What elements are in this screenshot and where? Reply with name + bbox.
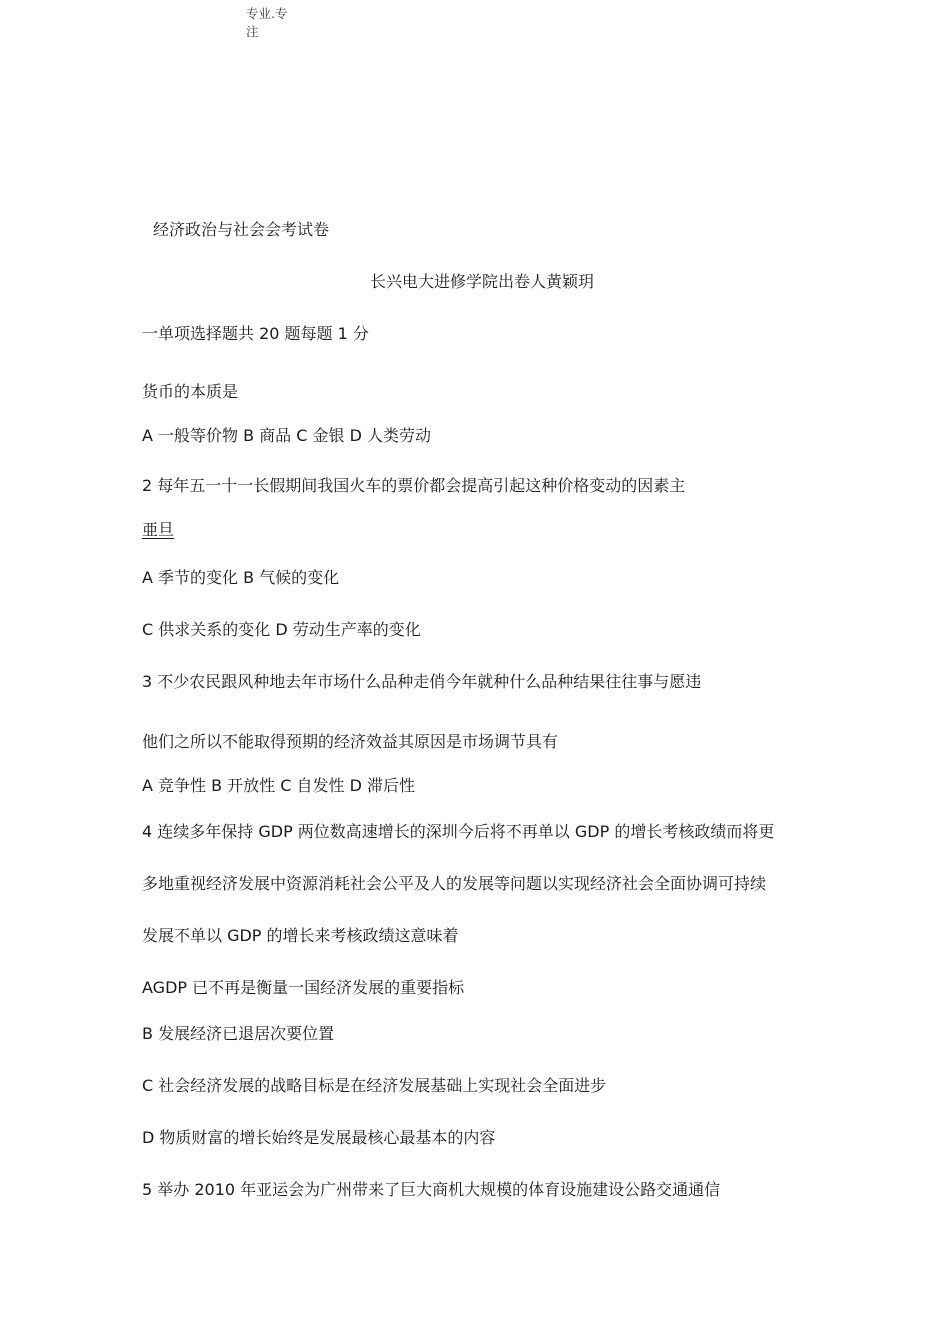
question-4-stem-continued-2: 发展不单以 GDP 的增长来考核政绩这意味着 bbox=[142, 926, 459, 945]
question-4-option-b: B 发展经济已退居次要位置 bbox=[142, 1024, 335, 1043]
question-2-options-ab: A 季节的变化 B 气候的变化 bbox=[142, 568, 340, 587]
header-note-line-2: 注 bbox=[246, 24, 259, 39]
question-2-options-cd: C 供求关系的变化 D 劳动生产率的变化 bbox=[142, 620, 421, 639]
document-title: 经济政治与社会会考试卷 bbox=[153, 220, 330, 239]
question-1-stem: 货币的本质是 bbox=[142, 382, 239, 401]
section-heading: 一单项选择题共 20 题每题 1 分 bbox=[142, 324, 369, 343]
question-4-stem: 4 连续多年保持 GDP 两位数高速增长的深圳今后将不再单以 GDP 的增长考核政绩而将更 bbox=[142, 822, 775, 841]
question-4-option-c: C 社会经济发展的战略目标是在经济发展基础上实现社会全面进步 bbox=[142, 1076, 607, 1095]
question-3-options: A 竞争性 B 开放性 C 自发性 D 滞后性 bbox=[142, 776, 416, 795]
question-2-stem: 2 每年五一十一长假期间我国火车的票价都会提高引起这种价格变动的因素主 bbox=[142, 476, 686, 495]
question-5-stem: 5 举办 2010 年亚运会为广州带来了巨大商机大规模的体育设施建设公路交通通信 bbox=[142, 1180, 721, 1199]
question-4-stem-continued-1: 多地重视经济发展中资源消耗社会公平及人的发展等问题以实现经济社会全面协调可持续 bbox=[142, 874, 767, 893]
question-4-option-a: AGDP 已不再是衡量一国经济发展的重要指标 bbox=[142, 978, 465, 997]
author-line: 长兴电大进修学院出卷人黄颖玥 bbox=[370, 272, 595, 291]
question-1-options: A 一般等价物 B 商品 C 金银 D 人类劳动 bbox=[142, 426, 432, 445]
header-note-line-1: 专业.专 bbox=[246, 6, 288, 21]
question-4-option-d: D 物质财富的增长始终是发展最核心最基本的内容 bbox=[142, 1128, 496, 1147]
question-3-stem: 3 不少农民跟风种地去年市场什么品种走俏今年就种什么品种结果往往事与愿违 bbox=[142, 672, 702, 691]
question-2-stem-continued: 亜旦 bbox=[142, 520, 175, 539]
question-3-stem-continued: 他们之所以不能取得预期的经济效益其原因是市场调节具有 bbox=[142, 732, 559, 751]
